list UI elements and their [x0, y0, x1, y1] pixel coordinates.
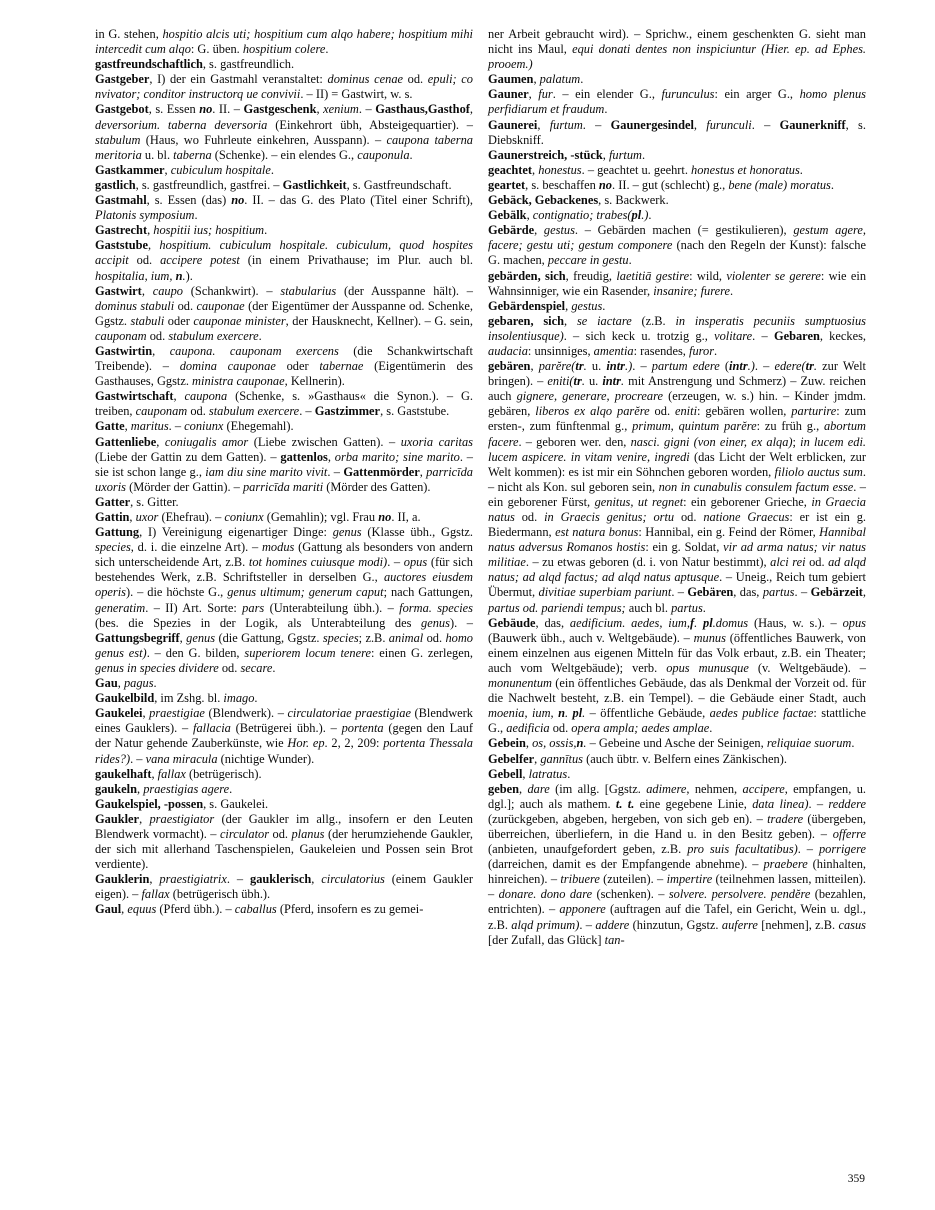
dictionary-entry: Gaststube, hospitium. cubiculum hospitale. cubiculum, quod hospites accipit od. accipere potest (in einem Privathause; im Plur. auch bl. hospitalia, ium, n.). [95, 238, 473, 283]
dictionary-entry: Gebärde, gestus. – Gebärden machen (= gestikulieren), gestum agere, facere; gestu uti; gestum componere (nach den Regeln der Kunst): falsche G. machen, peccare in gestu. [488, 223, 866, 268]
dictionary-entry: Gebäude, das, aedificium. aedes, ium,f. pl.domus (Haus, w. s.). – opus (Bauwerk übh., auch v. Weltgebäude). – munus (öffentliches Bauwerk, von einem einzelnen aus eigenen Mitteln für das Volk erbaut, z.B. ein Theater; auch vom Weltgebäude); verb. opus munusque (v. Weltgebäude). – monunentum (ein öffentliches Gebäude, das als Denkmal der Vorzeit od. für die Nachwelt besteht, z.B. ein Tempel). – die Gebäude einer Stadt, auch moenia, ium, n. pl. – öffentliche Gebäude, aedes publice factae: stattliche G., aedificia od. opera ampla; aedes amplae. [488, 615, 866, 736]
dictionary-entry: gaukelhaft, fallax (betrügerisch). [95, 766, 262, 781]
dictionary-entry: Gebärdenspiel, gestus. [488, 298, 606, 313]
dictionary-entry: Gaumen, palatum. [488, 72, 584, 87]
dictionary-entry: Gastrecht, hospitii ius; hospitium. [95, 223, 268, 238]
text-block [95, 27, 866, 948]
dictionary-entry: Gebäck, Gebackenes, s. Backwerk. [488, 193, 669, 208]
dictionary-entry: Gaunerei, furtum. – Gaunergesindel, furunculi. – Gaunerkniff, s. Diebskniff. [488, 117, 866, 147]
dictionary-entry: ner Arbeit gebraucht wird). – Sprichw., einem geschenkten G. sieht man nicht ins Maul, equi donati dentes non inspiciuntur (Hier. ep. ad Ephes. prooem.) [488, 27, 866, 72]
dictionary-entry: gastlich, s. gastfreundlich, gastfrei. – Gastlichkeit, s. Gastfreundschaft. [95, 177, 452, 192]
dictionary-entry: gebaren, sich, se iactare (z.B. in insperatis pecuniis sumptuosius insolentiusque). – sich keck u. trotzig g., volitare. – Gebaren, keckes, audacia: unsinniges, amentia: rasendes, furor. [488, 313, 866, 358]
dictionary-entry: gaukeln, praestigias agere. [95, 781, 233, 796]
dictionary-entry: gastfreundschaftlich, s. gastfreundlich. [95, 57, 295, 72]
dictionary-entry: Gastmahl, s. Essen (das) no. II. – das G. des Plato (Titel einer Schrift), Platonis symposium. [95, 193, 473, 223]
dictionary-entry: Gastwirtschaft, caupona (Schenke, s. »Gasthaus« die Synon.). – G. treiben, cauponam od. stabulum exercere. – Gastzimmer, s. Gaststube. [95, 389, 473, 419]
dictionary-entry: Gatter, s. Gitter. [95, 494, 179, 509]
dictionary-entry: Gaunerstreich, -stück, furtum. [488, 147, 646, 162]
left-column [95, 27, 473, 948]
dictionary-entry: Gau, pagus. [95, 676, 157, 691]
dictionary-entry: Gattenliebe, coniugalis amor (Liebe zwischen Gatten). – uxoria caritas (Liebe der Gattin zu dem Gatten). – gattenlos, orba marito; sine marito. – sie ist schon lange g., iam diu sine marito vivit. – Gattenmörder, parricīda uxoris (Mörder der Gattin). – parricīda mariti (Mörder des Gatten). [95, 434, 473, 494]
dictionary-entry: Gastwirt, caupo (Schankwirt). – stabularius (der Ausspanne hält). – dominus stabuli od. cauponae (der Eigentümer der Ausspanne od. Schenke, Ggstz. stabuli oder cauponae minister, der Hausknecht, Kellner). – G. sein, cauponam od. stabulum exercere. [95, 283, 474, 343]
dictionary-entry: geartet, s. beschaffen no. II. – gut (schlecht) g., bene (male) moratus. [488, 177, 834, 192]
dictionary-entry: Gebell, latratus. [488, 766, 571, 781]
dictionary-entry: Gastkammer, cubiculum hospitale. [95, 162, 274, 177]
right-column [488, 27, 866, 948]
dictionary-entry: Gebälk, contignatio; trabes(pl.). [488, 208, 652, 223]
dictionary-entry: gebärden, sich, freudig, laetitiā gestire: wild, violenter se gerere: wie ein Wahnsinniger, wie ein Rasender, insanire; furere. [488, 268, 867, 298]
dictionary-entry: gebären, parĕre(tr. u. intr.). – partum edere (intr.). – edere(tr. zur Welt bringen). – eniti(tr. u. intr. mit Anstrengung und Schmerz) – Zuw. reichen auch gignere, generare, procreare (erzeugen, w. s.) hin. – Kinder jmdm. gebären, liberos ex alqo parĕre od. eniti: gebären wollen, parturire: zum ersten-, zum fünftenmal g., primum, quintum parĕre: zu früh g., abortum facere. – geboren wer. den, nasci. gigni (von einer, ex alqa); in lucem edi. lucem aspicere. in vitam venire, ingredi (das Licht der Welt erblicken, zur Welt kommen): es ist mir ein Söhnchen geboren worden, filiolo auctus sum. – nicht als Kon. sul geboren sein, non in cunabulis consulem factum esse. – ein geborener Fürst, genitus, ut regnet: ein geborener Grieche, in Graecia natus od. in Graecis genitus; ortu od. natione Graecus: er ist ein g. Biedermann, est natura bonus: Hannibal, ein g. Feind der Römer, Hannibal natus adversus Romanos hostis: ein g. Soldat, vir ad arma natus; vir natus militiae. – zu etwas geboren (d. i. von Natur bestimmt), alci rei od. ad alqd natus; ad alqd factus; ad alqd natus aptusque. – Uneig., Reich tum gebiert Übermut, divitiae superbiam pariunt. – Gebären, das, partus. – Gebärzeit, partus od. pariendi tempus; auch bl. partus. [488, 359, 867, 615]
dictionary-entry: geben, dare (im allg. [Ggstz. adimere, nehmen, accipere, empfangen, u. dgl.]; auch als mathem. t. t. eine gegebene Linie, data linea). – reddere (zurückgeben, abgeben, hergeben, von sich geb en). – tradere (übergeben, überreichen, überliefern, in die Hand u. in den Besitz geben). – offerre (anbieten, unaufgefordert geben, z.B. pro suis facultatibus). – porrigere (darreichen, damit es der Empfangende abnehme). – praebere (hinhalten, hinreichen). – tribuere (zuteilen). – impertire (teilnehmen lassen, mitteilen). – donare. dono dare (schenken). – solvere. persolvere. pendĕre (bezahlen, entrichten). – apponere (auftragen auf die Tafel, ein Gericht, Wein u. dgl., z.B. alqd primum). – addere (hinzutun, Ggstz. auferre [nehmen], z.B. casus [der Zufall, das Glück] tan- [488, 781, 867, 947]
dictionary-entry: Gebein, os, ossis,n. – Gebeine und Asche der Seinigen, reliquiae suorum. [488, 736, 855, 751]
dictionary-entry: geachtet, honestus. – geachtet u. geehrt. honestus et honoratus. [488, 162, 803, 177]
dictionary-entry: Gatte, maritus. – coniunx (Ehegemahl). [95, 419, 294, 434]
dictionary-entry: Gebelfer, gannītus (auch übtr. v. Belfern eines Zänkischen). [488, 751, 787, 766]
dictionary-entry: Gauklerin, praestigiatrix. – gauklerisch, circulatorius (einem Gaukler eigen). – fallax (betrügerisch übh.). [95, 872, 473, 902]
dictionary-entry: Gaukelbild, im Zshg. bl. imago. [95, 691, 258, 706]
dictionary-entry: Gaukelei, praestigiae (Blendwerk). – circulatoriae praestigiae (Blendwerk eines Gauklers). – fallacia (Betrügerei übh.). – portenta (gegen den Lauf der Natur gehende Zauberkünste, wie Hor. ep. 2, 2, 209: portenta Thessala rides?). – vana miracula (nichtige Wunder). [95, 706, 473, 766]
dictionary-entry: in G. stehen, hospitio alcis uti; hospitium cum alqo habere; hospitium mihi intercedit cum alqo: G. üben. hospitium colere. [95, 27, 473, 57]
dictionary-entry: Gastgeber, I) der ein Gastmahl veranstaltet: dominus cenae od. epuli; co nvivator; conditor instructorq ue convivii. – II) = Gastwirt, w. s. [95, 72, 473, 102]
dictionary-entry: Gaukelspiel, -possen, s. Gaukelei. [95, 796, 269, 811]
dictionary-entry: Gaul, equus (Pferd übh.). – caballus (Pferd, insofern es zu gemei- [95, 902, 424, 917]
dictionary-entry: Gattung, I) Vereinigung eigenartiger Dinge: genus (Klasse übh., Ggstz. species, d. i. die einzelne Art). – modus (Gattung als besonders von andern sich unterscheidende Art, z.B. tot homines cuiusque modi). – opus (für sich bestehendes Werk, z.B. Schriftsteller in derselben G., auctores eiusdem operis). – die höchste G., genus ultimum; generum caput; nach Gattungen, generatim. – II) Art. Sorte: pars (Unterabteilung übh.). – forma. species (bes. die Spezies in der Logik, als Unterabteilung des genus). – Gattungsbegriff, genus (die Gattung, Ggstz. species; z.B. animal od. homo genus est). – den G. bilden, superiorem locum tenere: einen G. zerlegen, genus in species dividere od. secare. [95, 525, 474, 675]
page-number: 359 [847, 1173, 865, 1185]
dictionary-entry: Gastwirtin, caupona. cauponam exercens (die Schankwirtschaft Treibende). – domina cauponae oder tabernae (Eigentümerin des Gasthauses, Ggstz. ministra cauponae, Kellnerin). [95, 343, 474, 389]
dictionary-entry: Gaukler, praestigiator (der Gaukler im allg., insofern er den Leuten Blendwerk vormacht). – circulator od. planus (der herumziehende Gaukler, der sich mit allerhand Taschenspielen, Gaukeleien und Possen sein Brot verdiente). [95, 811, 473, 872]
dictionary-entry: Gauner, fur. – ein elender G., furunculus: ein arger G., homo plenus perfidiarum et fraudum. [488, 87, 866, 117]
dictionary-entry: Gattin, uxor (Ehefrau). – coniunx (Gemahlin); vgl. Frau no. II, a. [95, 510, 421, 524]
dictionary-entry: Gastgebot, s. Essen no. II. – Gastgeschenk, xenium. – Gasthaus,Gasthof, deversorium. taberna deversoria (Einkehrort übh, Absteigequartier). – stabulum (Haus, wo Fuhrleute einkehren, Ausspann). – caupona taberna meritoria u. bl. taberna (Schenke). – ein elendes G., cauponula. [95, 102, 474, 162]
